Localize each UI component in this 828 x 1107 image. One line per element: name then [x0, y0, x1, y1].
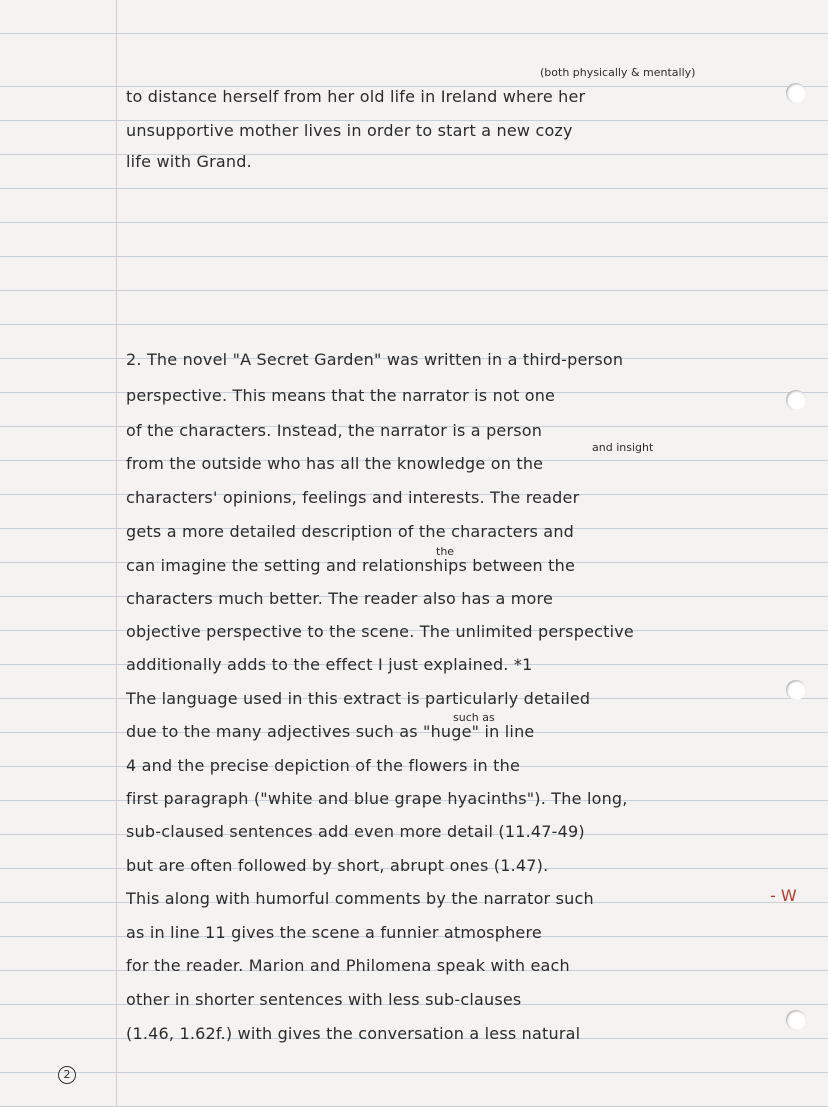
text-line: additionally adds to the effect I just explained. *1 [126, 655, 533, 674]
text-line: but are often followed by short, abrupt ones (1.47). [126, 856, 549, 875]
text-line: The language used in this extract is particularly detailed [126, 689, 591, 708]
teacher-margin-mark: - W [770, 886, 797, 905]
text-line: 2. The novel "A Secret Garden" was written in a third-person [126, 350, 624, 369]
binder-hole [786, 83, 806, 103]
text-line: of the characters. Instead, the narrator is a person [126, 421, 543, 440]
annotation: such as [453, 711, 495, 724]
margin-line [116, 0, 117, 1107]
text-line: This along with humorful comments by the narrator such [126, 889, 594, 908]
text-line: life with Grand. [126, 152, 252, 171]
text-line: characters much better. The reader also has a more [126, 589, 554, 608]
text-line: as in line 11 gives the scene a funnier atmosphere [126, 923, 542, 942]
text-line: sub-claused sentences add even more detail (11.47-49) [126, 822, 585, 841]
text-line: first paragraph ("white and blue grape hyacinths"). The long, [126, 789, 628, 808]
text-line: for the reader. Marion and Philomena speak with each [126, 956, 570, 975]
text-line: gets a more detailed description of the characters and [126, 522, 575, 541]
binder-hole [786, 1010, 806, 1030]
binder-hole [786, 390, 806, 410]
text-line: from the outside who has all the knowledge on the [126, 454, 544, 473]
text-line: (1.46, 1.62f.) with gives the conversation a less natural [126, 1024, 581, 1043]
text-line: objective perspective to the scene. The unlimited perspective [126, 622, 634, 641]
text-line: 4 and the precise depiction of the flowers in the [126, 756, 521, 775]
text-line: to distance herself from her old life in Ireland where her [126, 87, 586, 106]
text-line: due to the many adjectives such as "huge" in line [126, 722, 535, 741]
text-line: other in shorter sentences with less sub-clauses [126, 990, 522, 1009]
binder-hole [786, 680, 806, 700]
text-line: characters' opinions, feelings and interests. The reader [126, 488, 580, 507]
annotation: the [436, 545, 455, 558]
page-number: 2 [58, 1066, 76, 1084]
text-line: unsupportive mother lives in order to start a new cozy [126, 121, 573, 140]
text-line: perspective. This means that the narrator is not one [126, 386, 556, 405]
text-line: can imagine the setting and relationships between the [126, 556, 576, 575]
annotation: (both physically & mentally) [540, 66, 696, 79]
annotation: and insight [592, 441, 654, 454]
